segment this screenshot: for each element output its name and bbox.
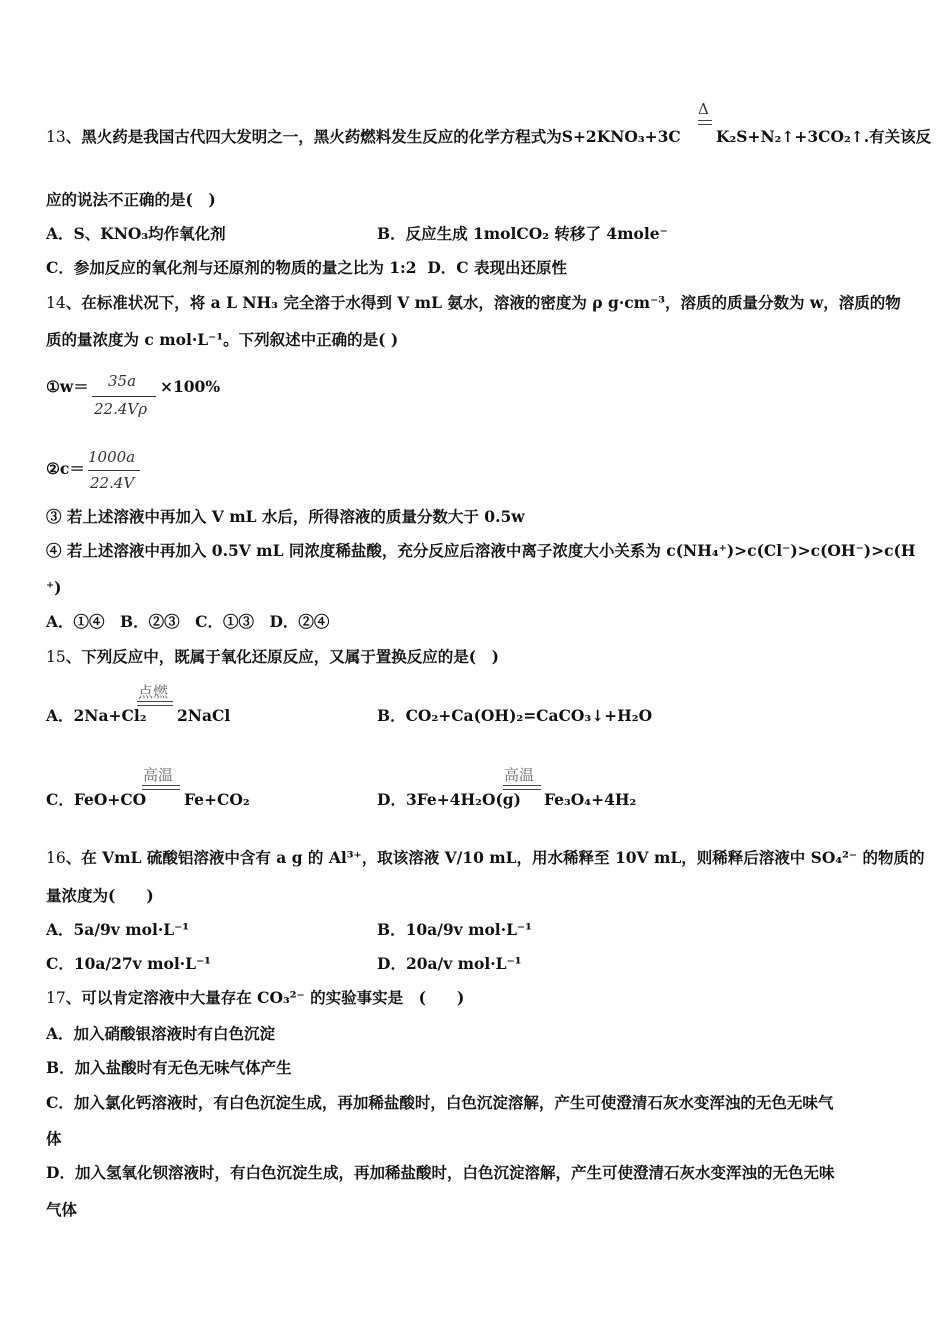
q14-statement-2-prefix: ②c＝ xyxy=(46,459,85,478)
reaction-condition: 点燃 xyxy=(138,683,169,701)
q16-option-b: B．10a/9v mol·L⁻¹ xyxy=(377,920,532,939)
q17-option-c-line1: C．加入氯化钙溶液时，有白色沉淀生成，再加稀盐酸时，白色沉淀溶解，产生可使澄清石灰水变浑浊的无色无味气 xyxy=(46,1093,834,1112)
q13-option-c: C．参加反应的氧化剂与还原剂的物质的量之比为 1:2 xyxy=(46,258,417,277)
fraction-denominator: 22.4V xyxy=(90,474,135,492)
q16-stem-line2: 量浓度为( ) xyxy=(46,886,154,905)
q14-statement-1-suffix: ×100% xyxy=(160,377,221,396)
fraction-bar xyxy=(92,396,156,397)
fraction-numerator: 35a xyxy=(108,372,137,390)
q15-option-d-reactants: D．3Fe+4H₂O(g) xyxy=(377,790,521,809)
question-number: 14 xyxy=(46,294,66,312)
question-number: 15 xyxy=(46,648,66,666)
q15-option-a-product: 2NaCl xyxy=(177,706,231,725)
q16-option-c: C．10a/27v mol·L⁻¹ xyxy=(46,954,211,973)
fraction-numerator: 1000a xyxy=(88,448,136,466)
q14-statement-4-line1: ④ 若上述溶液中再加入 0.5V mL 同浓度稀盐酸，充分反应后溶液中离子浓度大小关系为 c(NH₄⁺)>c(Cl⁻)>c(OH⁻)>c(H xyxy=(46,541,916,560)
q13-option-b: B．反应生成 1molCO₂ 转移了 4mole⁻ xyxy=(377,224,668,243)
q17-option-d-line2: 气体 xyxy=(46,1200,78,1219)
fraction-bar xyxy=(88,470,140,471)
equals-sign xyxy=(137,701,173,706)
q13-stem-line1: 13、黑火药是我国古代四大发明之一，黑火药燃料发生反应的化学方程式为S+2KNO₃+3C xyxy=(46,127,681,146)
q13-stem-line2: 应的说法不正确的是( ) xyxy=(46,190,216,209)
q13-equation-left: S+2KNO₃+3C xyxy=(561,127,681,146)
q16-option-d: D．20a/v mol·L⁻¹ xyxy=(377,954,522,973)
reaction-condition: 高温 xyxy=(504,766,535,784)
q17-option-a: A．加入硝酸银溶液时有白色沉淀 xyxy=(46,1024,276,1043)
q17-stem: 17、可以肯定溶液中大量存在 CO₃²⁻ 的实验事实是 ( ) xyxy=(46,988,465,1007)
q15-option-b: B．CO₂+Ca(OH)₂=CaCO₃↓+H₂O xyxy=(377,706,653,725)
q13-option-a: A．S、KNO₃均作氧化剂 xyxy=(46,224,226,243)
q14-statement-1-prefix: ①w＝ xyxy=(46,377,89,396)
q13-equation-right: K₂S+N₂↑+3CO₂↑.有关该反 xyxy=(716,127,932,146)
equals-sign xyxy=(698,120,712,125)
q14-statement-3: ③ 若上述溶液中再加入 V mL 水后，所得溶液的质量分数大于 0.5w xyxy=(46,507,525,526)
delta-condition: Δ xyxy=(698,100,709,118)
question-number: 16 xyxy=(46,849,66,867)
q14-statement-4-line2: ⁺) xyxy=(46,578,62,597)
q17-option-c-line2: 体 xyxy=(46,1129,62,1148)
equals-sign xyxy=(142,785,180,790)
q14-fraction-2 xyxy=(88,448,144,498)
q15-option-c-reactants: C．FeO+CO xyxy=(46,790,147,809)
q17-option-d-line1: D．加入氢氧化钡溶液时，有白色沉淀生成，再加稀盐酸时，白色沉淀溶解，产生可使澄清石灰水变浑浊的无色无味 xyxy=(46,1163,835,1182)
q14-stem-line1: 14、在标准状况下，将 a L NH₃ 完全溶于水得到 V mL 氨水，溶液的密度为 ρ g·cm⁻³，溶质的质量分数为 w，溶质的物 xyxy=(46,293,901,312)
q16-option-a: A．5a/9v mol·L⁻¹ xyxy=(46,920,190,939)
equals-sign xyxy=(503,785,541,790)
q17-option-b: B．加入盐酸时有无色无味气体产生 xyxy=(46,1058,292,1077)
reaction-condition: 高温 xyxy=(143,766,174,784)
q15-option-a-reactants: A．2Na+Cl₂ xyxy=(46,706,147,725)
q15-option-d-product: Fe₃O₄+4H₂ xyxy=(544,790,637,809)
q16-stem-line1: 16、在 VmL 硫酸铝溶液中含有 a g 的 Al³⁺，取该溶液 V/10 mL，用水稀释至 10V mL，则稀释后溶液中 SO₄²⁻ 的物质的 xyxy=(46,848,925,867)
q14-fraction-1 xyxy=(92,372,158,422)
q15-stem: 15、下列反应中，既属于氧化还原反应，又属于置换反应的是( ) xyxy=(46,647,499,666)
q13-option-d: D．C 表现出还原性 xyxy=(427,258,568,277)
q14-stem-line2: 质的量浓度为 c mol·L⁻¹。下列叙述中正确的是( ) xyxy=(46,330,399,349)
fraction-denominator: 22.4Vρ xyxy=(94,400,148,418)
q14-options: A．①④ B．②③ C．①③ D．②④ xyxy=(46,612,330,631)
question-number: 17 xyxy=(46,989,66,1007)
question-number: 13 xyxy=(46,128,66,146)
q13-option-cd xyxy=(46,258,567,278)
q15-option-c-product: Fe+CO₂ xyxy=(184,790,250,809)
